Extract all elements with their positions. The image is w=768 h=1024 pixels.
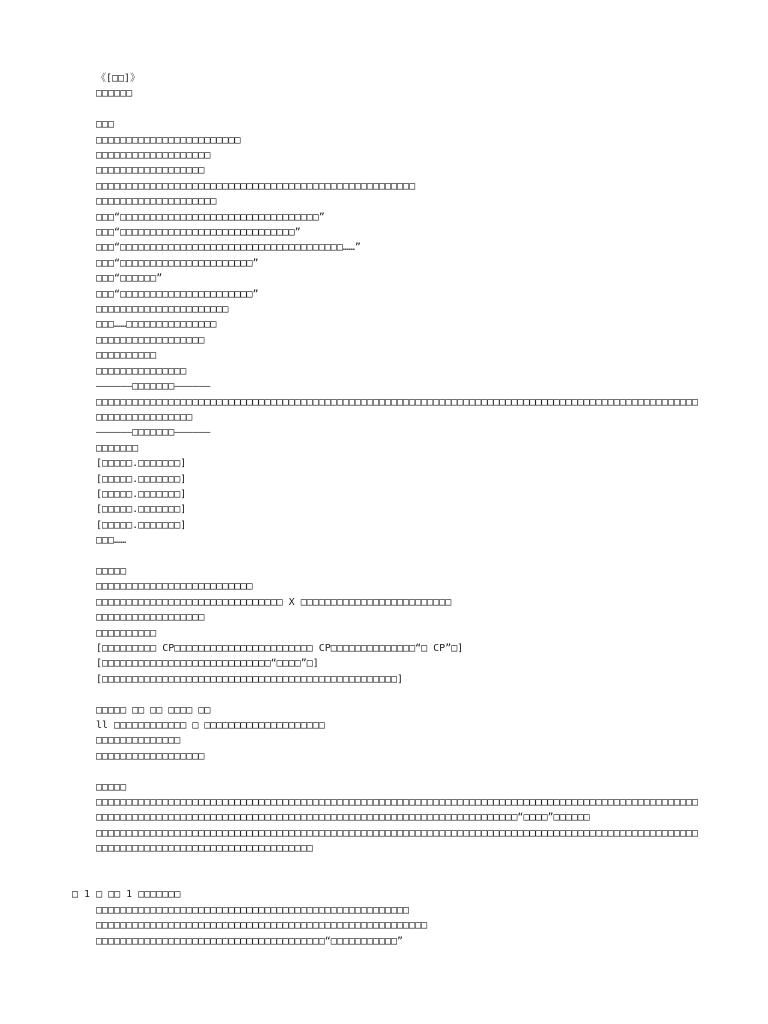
text-line: □□□□□□□□□□□□□□□□□□ <box>96 612 205 624</box>
text-line: □□□□□□□□□□□□□□□□□□□□□□□□□□□□□□□□□□□□□□□□□□□□□□□□□□□□□□□□□□□□□□□□□□□□□□□□□□□□□□□□□□□□□□□□□□□□□□□□□□□□□□□□□□□□□□□□□□□□ <box>96 396 699 423</box>
text-line: ——————□□□□□□□—————— <box>96 381 211 393</box>
text-line: □□□□□□□□□□□□□□□□□□□□ <box>96 196 217 208</box>
text-line: □□□□□□□□□□□□□□□ <box>96 365 187 377</box>
text-line: □□□□□□□□□□□□□□□□□□□□□□□□□□□□□□□□□□□□□□□□□□□□□□□□□□□□ <box>96 904 410 916</box>
text-line: □□□□□□□□□□□□□□□□□□□ <box>96 150 211 162</box>
text-line: □□□……□□□□□□□□□□□□□□□ <box>96 319 217 331</box>
text-line: ll □□□□□□□□□□□□ □ □□□□□□□□□□□□□□□□□□□□ <box>96 720 325 732</box>
text-line: □□□ <box>96 119 115 131</box>
text-line: □□□□□□□□□□□□□□□□□□ <box>96 750 205 762</box>
text-line: □□□□□□□□□□□□□□□□□□□□□□□□□□□□□□□□□□□□□□□□□□□□□□□□□□□□□□□□□□□□□□□□□□□□□□□□□□□□□□□□□□□□□□□□□□□□□□□□□□□□□□□□□□□□□□□□□□□□□□□□□□□□□□□□□□□□□□□□ <box>96 827 699 855</box>
text-line: □□□□□□ <box>96 88 133 100</box>
text-line: □□□□□□□□□□□□□□□□□□□□□□□□□□□□□□□□□□□□□□□□□□□□□□□□□□□□□□□□□□□□□□□□□□□□□□□□□□□□□□□□□□□□□□□□□□□□□□□□□□□□□□□□□□□□□□□□□□□□□□□□□□□□□□□□□□□□□□□□□□□□□□□□□□□□□□□□□□□□□□□□□□□□□□□□□□“□□□□”□□□□□□ <box>96 797 699 824</box>
text-line: □□□“□□□□□□” <box>96 273 163 285</box>
text-line: □□□□□□□ <box>96 442 139 454</box>
text-line: □□□□□ <box>96 781 127 793</box>
text-line: □□□□□□□□□□□□□□ <box>96 735 181 747</box>
text-line: □□□□□□□□□□□□□□□□□□ <box>96 165 205 177</box>
text-line: □□□□□□□□□□□□□□□□□□□□□□□□□□ <box>96 581 253 593</box>
text-line: □ 1 □ □□ 1 □□□□□□□ <box>72 889 181 901</box>
text-line: □□□□□□□□□□ <box>96 627 157 639</box>
blank-line <box>72 549 702 564</box>
text-line: □□□□□□□□□□□□□□□□□□□□□□□□□□□□□□□□□□□□□□“□□□□□□□□□□□” <box>96 935 404 947</box>
text-line: [□□□□□.□□□□□□□] <box>96 504 187 516</box>
text-line: [□□□□□.□□□□□□□] <box>96 458 187 470</box>
text-line: □□□□□□□□□□□□□□□□□□□□□□ <box>96 304 229 316</box>
text-line: □□□“□□□□□□□□□□□□□□□□□□□□□□□□□□□□□” <box>96 227 301 239</box>
text-line: □□□“□□□□□□□□□□□□□□□□□□□□□□□□□□□□□□□□□□□□□……” <box>96 242 361 254</box>
blank-line <box>72 102 702 117</box>
text-line: □□□…… <box>96 535 127 547</box>
text-line: □□□□□□□□□□ <box>96 350 157 362</box>
text-line: ——————□□□□□□□—————— <box>96 427 211 439</box>
text-line: □□□“□□□□□□□□□□□□□□□□□□□□□□□□□□□□□□□□□” <box>96 211 325 223</box>
text-line: [□□□□□.□□□□□□□] <box>96 473 187 485</box>
blank-line <box>72 872 702 887</box>
text-line: □□□□□□□□□□□□□□□□□□□□□□□□ <box>96 134 241 146</box>
text-line: 《[□□]》 <box>96 73 141 84</box>
text-line: [□□□□□□□□□□□□□□□□□□□□□□□□□□□□□□□□□□□□□□□□□□□□□□□□□] <box>96 673 404 685</box>
text-line: □□□□□□□□□□□□□□□□□□□□□□□□□□□□□□□□□□□□□□□□□□□□□□□□□□□□□ <box>96 180 416 192</box>
blank-line <box>72 857 702 872</box>
text-line: □□□“□□□□□□□□□□□□□□□□□□□□□□” <box>96 288 259 300</box>
text-line: □□□□□ <box>96 565 127 577</box>
text-line: [□□□□□□□□□□□□□□□□□□□□□□□□□□□□“□□□□”□] <box>96 658 319 670</box>
text-line: □□□□□□□□□□□□□□□□□□□□□□□□□□□□□□□□□□□□□□□□□□□□□□□□□□□□□□□ <box>96 920 428 932</box>
text-line: [□□□□□.□□□□□□□] <box>96 519 187 531</box>
text-line: [□□□□□.□□□□□□□] <box>96 488 187 500</box>
text-line: □□□“□□□□□□□□□□□□□□□□□□□□□□” <box>96 257 259 269</box>
text-line: □□□□□□□□□□□□□□□□□□□□□□□□□□□□□□□ X □□□□□□□□□□□□□□□□□□□□□□□□□ <box>96 596 452 608</box>
blank-line <box>72 687 702 702</box>
text-line: □□□□□ □□ □□ □□□□ □□ <box>96 704 211 716</box>
text-line: [□□□□□□□□□ CP□□□□□□□□□□□□□□□□□□□□□□□ CP□□□□□□□□□□□□□□“□ CP”□] <box>96 643 464 654</box>
text-line: □□□□□□□□□□□□□□□□□□ <box>96 334 205 346</box>
blank-line <box>72 764 702 779</box>
